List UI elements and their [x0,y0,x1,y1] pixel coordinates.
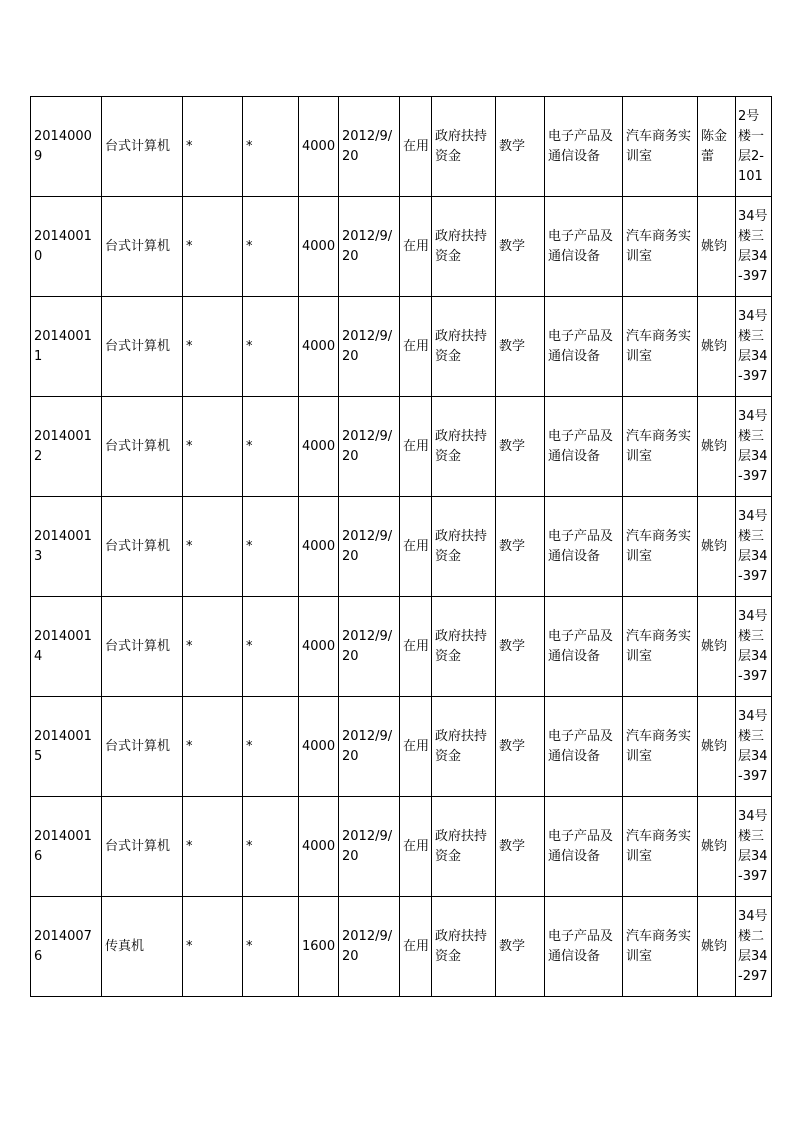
model-cell: * [243,797,299,897]
status-cell: 在用 [400,697,432,797]
table-row [31,97,772,197]
price-cell: 4000 [299,297,339,397]
department-cell: 汽车商务实训室 [623,697,698,797]
spec-cell: * [183,797,243,897]
category-cell: 电子产品及通信设备 [545,597,623,697]
price-cell: 4000 [299,597,339,697]
table-row [31,397,772,497]
acquired-date-cell: 2012/9/20 [339,897,400,997]
funding-source-cell: 政府扶持资金 [432,697,496,797]
model-cell: * [243,697,299,797]
category-cell: 电子产品及通信设备 [545,497,623,597]
department-cell: 汽车商务实训室 [623,297,698,397]
price-cell: 4000 [299,497,339,597]
asset-name-cell: 台式计算机 [102,697,183,797]
acquired-date-cell: 2012/9/20 [339,797,400,897]
custodian-cell: 姚钧 [698,497,736,597]
asset-id-cell: 20140015 [31,697,102,797]
usage-cell: 教学 [496,497,545,597]
asset-id-cell: 20140011 [31,297,102,397]
usage-cell: 教学 [496,697,545,797]
location-cell: 34号楼三层34-397 [736,297,772,397]
spec-cell: * [183,497,243,597]
department-cell: 汽车商务实训室 [623,797,698,897]
acquired-date-cell: 2012/9/20 [339,197,400,297]
location-cell: 34号楼三层34-397 [736,797,772,897]
spec-cell: * [183,297,243,397]
custodian-cell: 姚钧 [698,297,736,397]
model-cell: * [243,497,299,597]
funding-source-cell: 政府扶持资金 [432,797,496,897]
asset-table-body [31,97,772,997]
category-cell: 电子产品及通信设备 [545,97,623,197]
asset-id-cell: 20140014 [31,597,102,697]
table-row [31,197,772,297]
location-cell: 34号楼三层34-397 [736,197,772,297]
model-cell: * [243,397,299,497]
asset-id-cell: 20140016 [31,797,102,897]
price-cell: 4000 [299,697,339,797]
custodian-cell: 姚钧 [698,197,736,297]
asset-id-cell: 20140076 [31,897,102,997]
status-cell: 在用 [400,297,432,397]
acquired-date-cell: 2012/9/20 [339,597,400,697]
location-cell: 34号楼三层34-397 [736,597,772,697]
status-cell: 在用 [400,897,432,997]
spec-cell: * [183,197,243,297]
asset-table [30,96,772,997]
table-row [31,497,772,597]
custodian-cell: 姚钧 [698,397,736,497]
table-row [31,297,772,397]
custodian-cell: 姚钧 [698,597,736,697]
price-cell: 4000 [299,97,339,197]
funding-source-cell: 政府扶持资金 [432,97,496,197]
usage-cell: 教学 [496,197,545,297]
asset-id-cell: 20140009 [31,97,102,197]
asset-name-cell: 台式计算机 [102,497,183,597]
usage-cell: 教学 [496,297,545,397]
asset-name-cell: 台式计算机 [102,797,183,897]
custodian-cell: 姚钧 [698,797,736,897]
location-cell: 34号楼二层34-297 [736,897,772,997]
acquired-date-cell: 2012/9/20 [339,97,400,197]
category-cell: 电子产品及通信设备 [545,697,623,797]
funding-source-cell: 政府扶持资金 [432,897,496,997]
custodian-cell: 陈金蕾 [698,97,736,197]
category-cell: 电子产品及通信设备 [545,897,623,997]
location-cell: 34号楼三层34-397 [736,697,772,797]
price-cell: 4000 [299,797,339,897]
status-cell: 在用 [400,397,432,497]
asset-name-cell: 传真机 [102,897,183,997]
location-cell: 34号楼三层34-397 [736,497,772,597]
spec-cell: * [183,97,243,197]
table-row [31,697,772,797]
price-cell: 4000 [299,397,339,497]
asset-name-cell: 台式计算机 [102,397,183,497]
asset-id-cell: 20140013 [31,497,102,597]
spec-cell: * [183,397,243,497]
model-cell: * [243,297,299,397]
model-cell: * [243,597,299,697]
table-row [31,897,772,997]
category-cell: 电子产品及通信设备 [545,797,623,897]
spec-cell: * [183,897,243,997]
custodian-cell: 姚钧 [698,697,736,797]
funding-source-cell: 政府扶持资金 [432,597,496,697]
location-cell: 34号楼三层34-397 [736,397,772,497]
category-cell: 电子产品及通信设备 [545,397,623,497]
asset-name-cell: 台式计算机 [102,97,183,197]
model-cell: * [243,97,299,197]
category-cell: 电子产品及通信设备 [545,197,623,297]
table-row [31,797,772,897]
usage-cell: 教学 [496,597,545,697]
price-cell: 1600 [299,897,339,997]
asset-name-cell: 台式计算机 [102,597,183,697]
category-cell: 电子产品及通信设备 [545,297,623,397]
asset-name-cell: 台式计算机 [102,197,183,297]
location-cell: 2号楼一层2-101 [736,97,772,197]
department-cell: 汽车商务实训室 [623,197,698,297]
department-cell: 汽车商务实训室 [623,397,698,497]
status-cell: 在用 [400,197,432,297]
status-cell: 在用 [400,797,432,897]
funding-source-cell: 政府扶持资金 [432,397,496,497]
usage-cell: 教学 [496,397,545,497]
custodian-cell: 姚钧 [698,897,736,997]
usage-cell: 教学 [496,797,545,897]
department-cell: 汽车商务实训室 [623,97,698,197]
status-cell: 在用 [400,97,432,197]
funding-source-cell: 政府扶持资金 [432,297,496,397]
asset-id-cell: 20140010 [31,197,102,297]
asset-name-cell: 台式计算机 [102,297,183,397]
acquired-date-cell: 2012/9/20 [339,497,400,597]
table-row [31,597,772,697]
acquired-date-cell: 2012/9/20 [339,697,400,797]
asset-id-cell: 20140012 [31,397,102,497]
spec-cell: * [183,597,243,697]
model-cell: * [243,197,299,297]
status-cell: 在用 [400,497,432,597]
acquired-date-cell: 2012/9/20 [339,397,400,497]
department-cell: 汽车商务实训室 [623,597,698,697]
status-cell: 在用 [400,597,432,697]
acquired-date-cell: 2012/9/20 [339,297,400,397]
usage-cell: 教学 [496,97,545,197]
price-cell: 4000 [299,197,339,297]
department-cell: 汽车商务实训室 [623,497,698,597]
usage-cell: 教学 [496,897,545,997]
funding-source-cell: 政府扶持资金 [432,197,496,297]
model-cell: * [243,897,299,997]
department-cell: 汽车商务实训室 [623,897,698,997]
spec-cell: * [183,697,243,797]
funding-source-cell: 政府扶持资金 [432,497,496,597]
